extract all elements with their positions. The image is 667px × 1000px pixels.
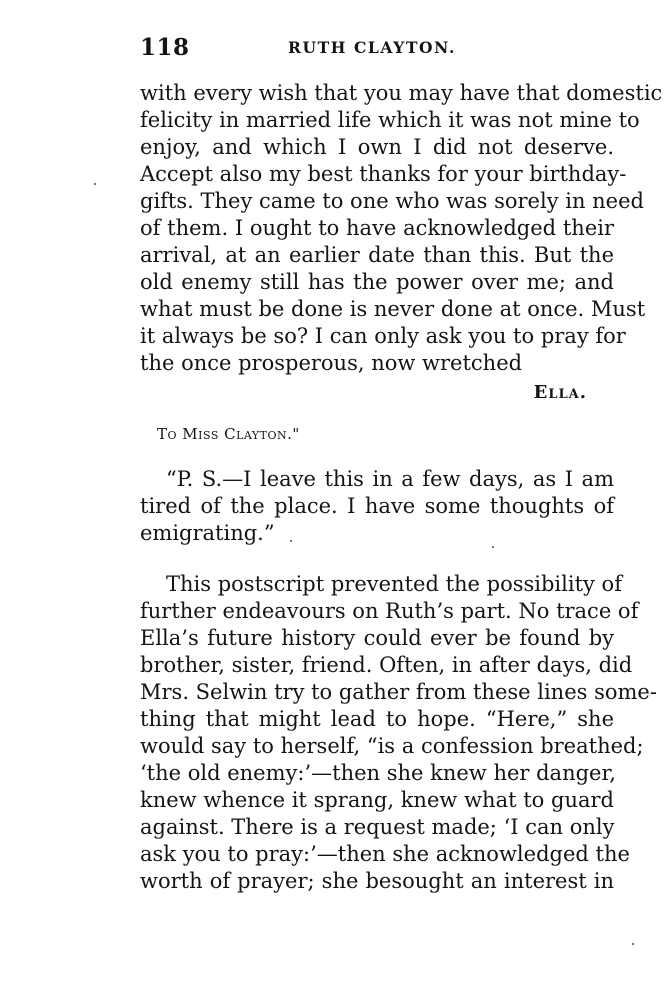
text-line: ‘the old enemy:’—then she knew her danger, <box>140 761 616 785</box>
text-line: emigrating.” <box>140 521 275 545</box>
text-line: Mrs. Selwin try to gather from these lines some- <box>140 680 657 704</box>
ink-speck <box>290 540 292 542</box>
text-line: thing that might lead to hope. “Here,” she <box>140 707 614 731</box>
text-line: it always be so? I can only ask you to pray for <box>140 324 626 348</box>
ink-speck <box>492 546 494 548</box>
text-line: This postscript prevented the possibility of <box>166 572 622 596</box>
text-line: of them. I ought to have acknowledged their <box>140 216 614 240</box>
text-line: ask you to pray:’—then she acknowledged the <box>140 842 630 866</box>
page-header <box>140 34 612 64</box>
text-line: knew whence it sprang, knew what to guard <box>140 788 614 812</box>
text-line: would say to herself, “is a confession breathed; <box>140 734 644 758</box>
page-number: 118 <box>140 34 190 61</box>
text-line: “P. S.—I leave this in a few days, as I am <box>166 467 614 491</box>
text-line: worth of prayer; she besought an interest in <box>140 869 614 893</box>
text-line: tired of the place. I have some thoughts of <box>140 494 614 518</box>
text-line: felicity in married life which it was not mine to <box>140 108 640 132</box>
letter-signature: Ella. <box>533 382 587 403</box>
ink-speck <box>632 943 634 945</box>
running-title: RUTH CLAYTON. <box>288 38 456 57</box>
text-line: Ella’s future history could ever be found by <box>140 626 614 650</box>
text-line: gifts. They came to one who was sorely in need <box>140 189 644 213</box>
text-line: what must be done is never done at once. Must <box>140 297 646 321</box>
text-line: against. There is a request made; ‘I can only <box>140 815 615 839</box>
text-line: the once prosperous, now wretched <box>140 351 523 375</box>
text-line: old enemy still has the power over me; and <box>140 270 614 294</box>
text-line: arrival, at an earlier date than this. But the <box>140 243 614 267</box>
text-line: Accept also my best thanks for your birthday- <box>140 162 627 186</box>
text-line: further endeavours on Ruth’s part. No trace of <box>140 599 639 623</box>
text-line: with every wish that you may have that domestic <box>140 81 663 105</box>
ink-speck <box>94 183 96 185</box>
text-line: enjoy, and which I own I did not deserve. <box>140 135 614 159</box>
text-line: brother, sister, friend. Often, in after days, did <box>140 653 633 677</box>
letter-address: To Miss Clayton." <box>157 425 300 443</box>
